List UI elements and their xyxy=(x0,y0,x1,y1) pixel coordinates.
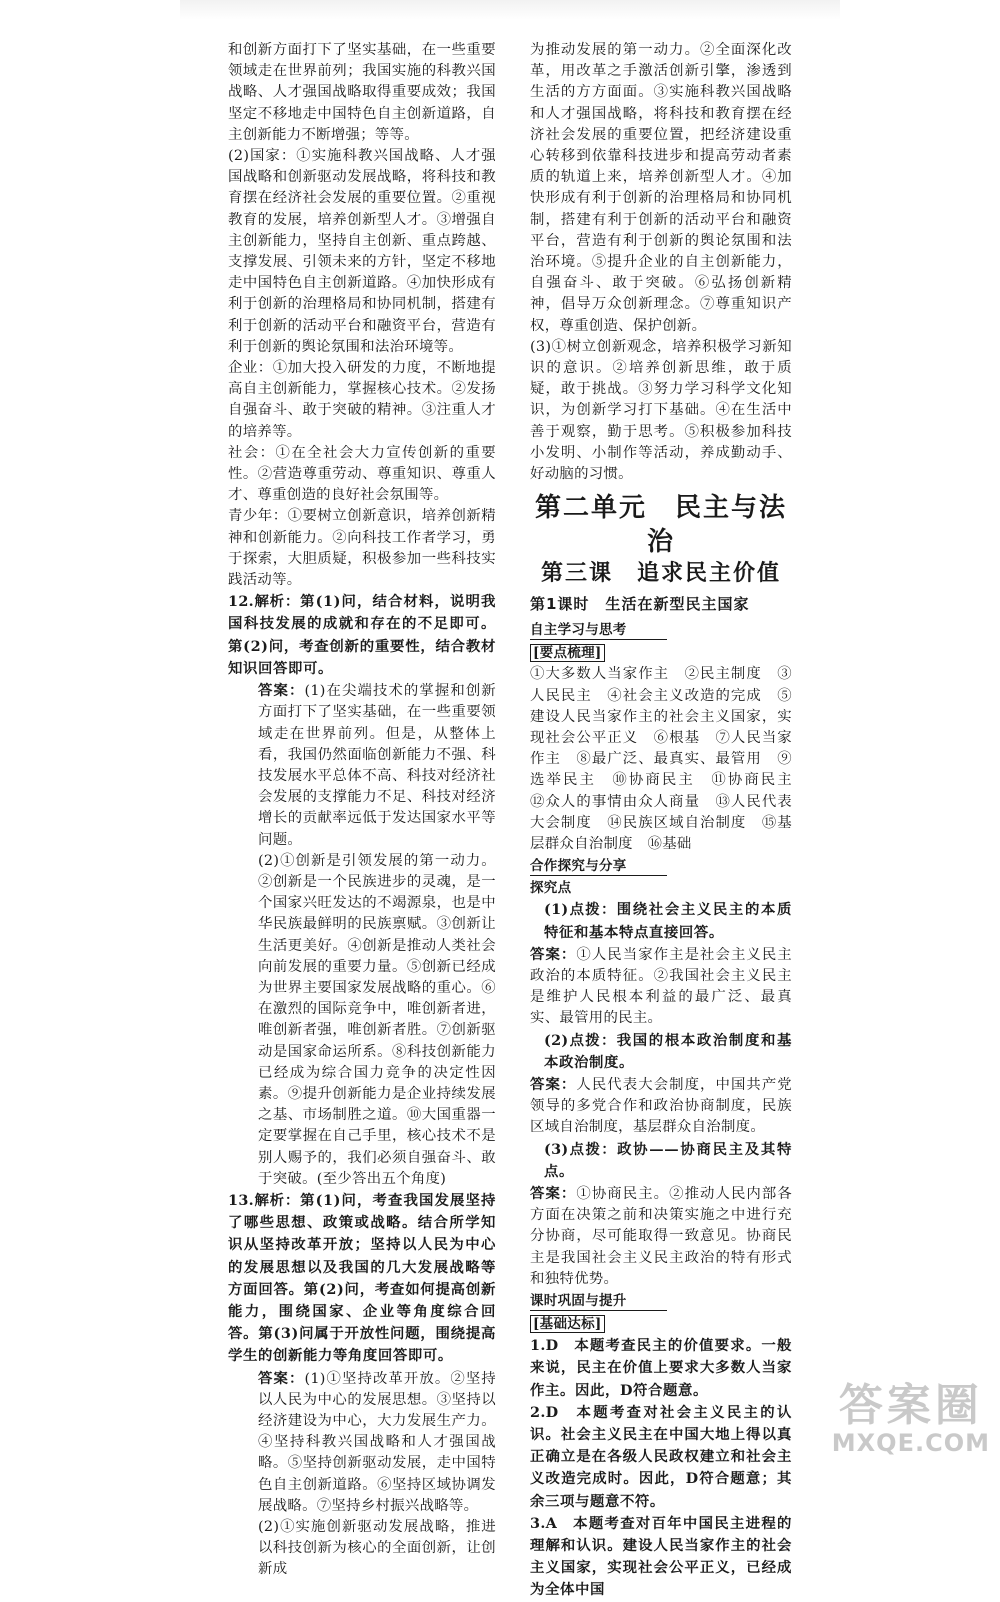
section-cooperation: 合作探究与分享 xyxy=(530,857,667,876)
answer-number: 1.D xyxy=(530,1337,559,1355)
scan-edge-shadow xyxy=(180,0,840,20)
answer-label: 答案： xyxy=(530,945,577,963)
right-paragraph-2: (3)①树立创新观念，培养积极学习新知识的意识。②培养创新思维，敢于质疑，敢于挑战。③努力学习科学文化知识，为创新学习打下基础。④在生活中善于观察，勤于思考。⑤积极参加科技小发明、小制作等活动，养成勤动手、好动脑的习惯。 xyxy=(530,338,792,483)
hint-label: (3)点拨： xyxy=(544,1140,618,1158)
answer-label: 答案： xyxy=(258,1369,305,1387)
answer-text: ①人民当家作主是社会主义民主政治的本质特征。②我国社会主义民主是维护人民根本利益的最广泛、最真实、最管用的民主。 xyxy=(530,946,792,1027)
answer-text: (1)在尖端技术的掌握和创新方面打下了坚实基础，在一些重要领域走在世界前列。但是，从整体上看，我国仍然面临创新能力不强、科技发展水平总体不高、科技对经济社会发展的支撑能力不足、科技对经济增长的贡献率远低于发达国家水平等问题。 xyxy=(258,683,496,848)
basic-tag: [基础达标] xyxy=(530,1315,605,1333)
answer-explanation: 本题考查民主的价值要求。一般来说，民主在价值上要求大多数人当家作主。因此，D符合题意。 xyxy=(530,1337,792,1399)
watermark-url: MXQE.COM xyxy=(831,1429,990,1457)
analysis-text: 第(1)问，考查我国发展坚持了哪些思想、政策或战略。结合所学知识从坚持改革开放；坚持以人民为中心的发展思想以及我国的几大发展战略等方面回答。第(2)问，考查如何提高创新能力，围绕国家、企业等角度综合回答。第(3)问属于开放性问题，围绕提高学生的创新能力等角度回答即可。 xyxy=(228,1191,496,1365)
key-points-text: ①大多数人当家作主 ②民主制度 ③人民民主 ④社会主义改造的完成 ⑤建设人民当家作主的社会主义国家，实现社会公平正义 ⑥根基 ⑦人民当家作主 ⑧最广泛、最真实、最管用 ⑨选举民主 ⑩协商民主 ⑪协商民主 ⑫众人的事情由众人商量 ⑬人民代表大会制度 ⑭民族区域自治制度 ⑮基层群众自治制度 ⑯基础 xyxy=(530,666,807,853)
key-points-tag: [要点梳理] xyxy=(530,644,605,662)
left-paragraph-enterprise: 企业：①加大投入研发的力度，不断地提高自主创新能力，掌握核心技术。②发扬自强奋斗、敢于突破的精神。③注重人才的培养等。 xyxy=(228,360,496,440)
left-column xyxy=(228,40,496,1581)
answer-text: (1)①坚持改革开放。②坚持以人民为中心的发展思想。③坚持以经济建设为中心，大力发展生产力。④坚持科教兴国战略和人才强国战略。⑤坚持创新驱动发展，走中国特色自主创新道路。⑥坚持区域协调发展战略。⑦坚持乡村振兴战略等。 xyxy=(258,1370,496,1514)
question-number: 12. xyxy=(228,593,254,611)
question-number: 13. xyxy=(228,1191,254,1209)
answer-explanation: 本题考查对社会主义民主的认识。社会主义民主在中国大地上得以真正确立是在各级人民政权建立和社会主义改造完成时。因此，D符合题意；其余三项与题意不符。 xyxy=(530,1403,792,1510)
section-self-study: 自主学习与思考 xyxy=(530,621,667,640)
question-12 xyxy=(228,591,496,1190)
analysis-label: 解析： xyxy=(253,1191,301,1209)
answer-number: 2.D xyxy=(530,1403,559,1421)
answer-text: 人民代表大会制度，中国共产党领导的多党合作和政治协商制度，民族区域自治制度，基层群众自治制度。 xyxy=(530,1076,792,1136)
answer-text: ①协商民主。②推动人民内部各方面在决策之前和决策实施之中进行充分协商，尽可能取得一致意见。协商民主是我国社会主义民主政治的特有形式和独特优势。 xyxy=(530,1185,792,1287)
period-title: 第1课时 生活在新型民主国家 xyxy=(530,595,750,614)
lesson-title: 第三课 追求民主价值 xyxy=(540,561,781,587)
analysis-label: 解析： xyxy=(253,593,301,611)
right-column xyxy=(530,40,807,1602)
watermark-logo-text: 答案圈 xyxy=(838,1380,983,1431)
hint-text: 政协——协商民主及其特点。 xyxy=(544,1140,792,1180)
hint-text: 围绕社会主义民主的本质特征和基本特点直接回答。 xyxy=(544,901,792,941)
right-paragraph-1: 为推动发展的第一动力。②全面深化改革，用改革之手激活创新引擎，渗透到生活的方方面面。③实施科教兴国战略和人才强国战略，将科技和教育摆在经济社会发展的重要位置，把经济建设重心转移到依靠科技进步和提高劳动者素质的轨道上来，培养创新型人才。④加快形成有利于创新的治理格局和协同机制，搭建有利于创新的活动平台和融资平台，营造有利于创新的舆论氛围和法治环境。⑤提升企业的自主创新能力，自强奋斗、敢于突破。⑥弘扬创新精神，倡导万众创新理念。⑦尊重知识产权，尊重创造、保护创新。 xyxy=(530,42,792,334)
answer-text-2: (2)①创新是引领发展的第一动力。②创新是一个民族进步的灵魂，是一个国家兴旺发达的不竭源泉，也是中华民族最鲜明的民族禀赋。③创新让生活更美好。④创新是推动人类社会向前发展的重要力量。⑤创新已经成为世界主要国家发展战略的重心。⑥在激烈的国际竞争中，唯创新者进，唯创新者强，唯创新者胜。⑦创新驱动是国家命运所系。⑧科技创新能力已经成为综合国力竞争的决定性因素。⑨提升创新能力是企业持续发展之基、市场制胜之道。⑩大国重器一定要掌握在自己手里，核心技术不是别人赐予的，我们必须自强奋斗、敢于突破。(至少答出五个角度) xyxy=(258,852,496,1187)
analysis-text: 第(1)问，结合材料，说明我国科技发展的成就和存在的不足即可。第(2)问，考查创新的重要性，结合教材知识回答即可。 xyxy=(228,593,496,677)
question-13 xyxy=(228,1190,496,1581)
site-watermark xyxy=(832,1382,990,1456)
left-paragraph-society: 社会：①在全社会大力宣传创新的重要性。②营造尊重劳动、尊重知识、尊重人才、尊重创造的良好社会氛围等。 xyxy=(228,444,496,504)
answer-label: 答案： xyxy=(258,682,305,700)
unit-title: 第二单元 民主与法治 xyxy=(534,493,787,558)
answer-explanation: 本题考查对百年中国民主进程的理解和认识。建设人民当家作主的社会主义国家，实现社会公平正义，已经成为全体中国 xyxy=(530,1514,792,1599)
left-paragraph-youth: 青少年：①要树立创新意识，培养创新精神和创新能力。②向科技工作者学习，勇于探索，大胆质疑，积极参加一些科技实践活动等。 xyxy=(228,508,496,589)
answer-label: 答案： xyxy=(530,1184,577,1202)
answer-label: 答案： xyxy=(530,1075,577,1093)
answer-text-2: (2)①实施创新驱动发展战略，推进以科技创新为核心的全面创新，让创新成 xyxy=(258,1519,496,1578)
left-paragraph-national: (2)国家：①实施科教兴国战略、人才强国战略和创新驱动发展战略，将科技和教育摆在经济社会发展的重要位置。②重视教育的发展，培养创新型人才。③增强自主创新能力，坚持自主创新、重点跨越、支撑发展、引领未来的方针，坚定不移地走中国特色自主创新道路。④加快形成有利于创新的治理格局和协同机制，搭建有利于创新的活动平台和融资平台，营造有利于创新的舆论氛围和法治环境等。 xyxy=(228,148,496,355)
answer-number: 3.A xyxy=(530,1514,558,1532)
left-paragraph-1: 和创新方面打下了坚实基础，在一些重要领域走在世界前列；我国实施的科教兴国战略、人才强国战略取得重要成效；我国坚定不移地走中国特色自主创新道路，自主创新能力不断增强；等等。 xyxy=(228,42,496,143)
hint-label: (1)点拨： xyxy=(544,901,617,919)
section-consolidation: 课时巩固与提升 xyxy=(530,1292,667,1311)
hint-label: (2)点拨： xyxy=(544,1031,617,1049)
explore-heading: 探究点 xyxy=(530,880,572,897)
hint-text: 我国的根本政治制度和基本政治制度。 xyxy=(544,1031,792,1071)
